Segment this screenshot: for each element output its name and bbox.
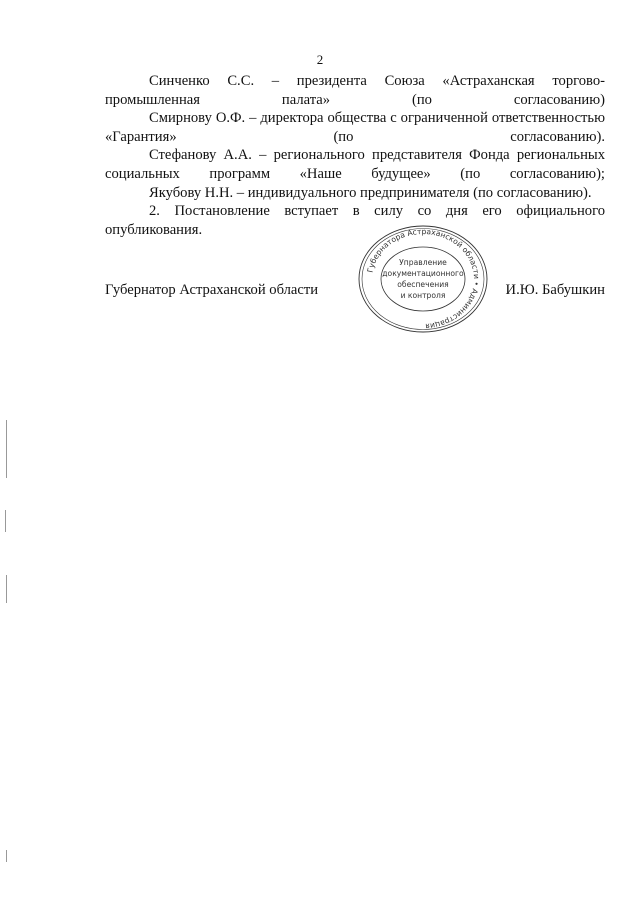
stamp-center-line-4: и контроля <box>400 291 446 300</box>
signatory-title: Губернатор Астраханской области <box>105 282 319 298</box>
stamp-inner-ring <box>381 247 465 311</box>
paragraph-stefanov: Стефанову А.А. – регионального представителя Фонда региональных социальных программ «Наше будущее» (по согласованию); <box>105 147 605 182</box>
page-number: 2 <box>316 52 324 67</box>
scan-artifact <box>6 850 7 862</box>
signature-block <box>105 282 605 302</box>
paragraph-smirnova: Смирнову О.Ф. – директора общества с ограниченной ответственностью «Гарантия» (по согласованию). <box>105 110 605 145</box>
paragraph-yakubova: Якубову Н.Н. – индивидуального предпринимателя (по согласованию). <box>149 184 592 201</box>
scan-artifact <box>6 575 7 603</box>
stamp-outer-ring-inner <box>362 226 484 331</box>
scan-artifact <box>6 420 7 478</box>
stamp-center-line-3: обеспечения <box>397 280 449 289</box>
paragraph-effective-date: 2. Постановление вступает в силу со дня его официального опубликования. <box>105 203 605 238</box>
stamp-ring-text: Губернатора Астраханской области • Администрация <box>365 226 482 331</box>
official-stamp <box>357 224 489 334</box>
paragraph-sinchenko: Синченко С.С. – президента Союза «Астраханская торгово-промышленная палата» (по согласованию) <box>105 73 605 108</box>
signatory-name: И.Ю. Бабушкин <box>505 282 605 298</box>
scan-artifact <box>5 510 6 532</box>
stamp-outer-ring <box>359 226 487 332</box>
document-body <box>105 72 605 239</box>
stamp-center-line-1: Управление <box>399 258 447 267</box>
stamp-center-line-2: документационного <box>382 269 464 278</box>
stamp-ring-text-line <box>366 227 482 331</box>
